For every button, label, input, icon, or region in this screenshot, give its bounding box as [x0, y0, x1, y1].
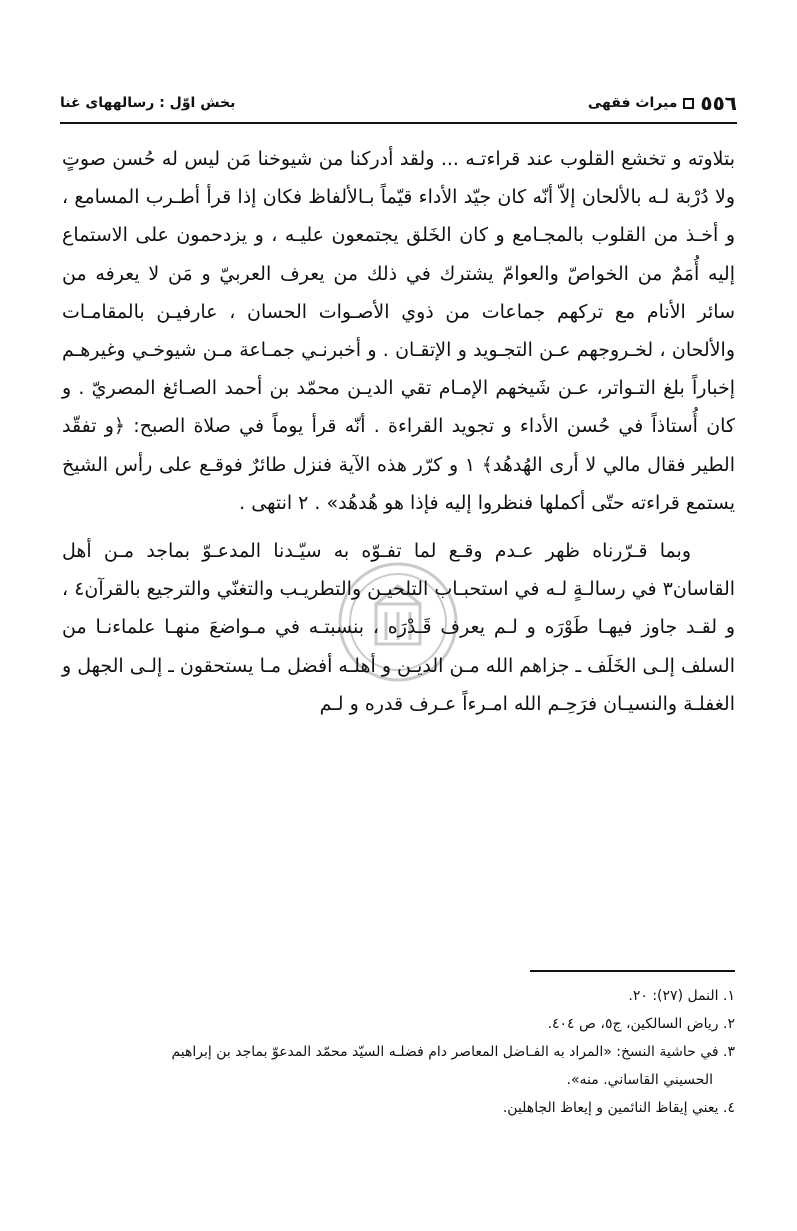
- footnote-2: ٢. رياض السالكين، ج٥، ص ٤٠٤.: [547, 1016, 735, 1032]
- running-header: [60, 88, 737, 118]
- header-rule: [60, 122, 737, 124]
- section-title: بخش اوّل : رسالههای غنا: [60, 95, 236, 111]
- footnote-rule: [530, 970, 735, 972]
- footnote-3-continuation: الحسيني القاساني. منه».: [566, 1072, 713, 1088]
- footnote-3: ٣. في حاشية النسخ: «المراد به الفـاضل المعاصر دام فضلـه السيّد محمّد المدعوّ بماجد بن إبراهيم الحسيني القاساني. منه».: [62, 1038, 735, 1094]
- body-text: [62, 140, 735, 723]
- square-ornament-icon: [683, 98, 694, 109]
- main-paragraph: وبما قـرّرناه ظهر عـدم وقـع لما تفـوّه به سيّـدنا المدعـوّ بماجد مـن أهل القاسان٣ في رسالـةٍ لـه في استحبـاب التلحيـن والتطريـب والتغنّي والترجيع بالقرآن٤ ، و لقـد جاوز فيهـا طَوْرَه و لـم يعرف قَـدْرَه ، بنسبتـه في مـواضعَ منهـا علماءنـا من السلف إلـى الخَلَف ـ جزاهم الله مـن الديـن و أهلـه أفضل مـا يستحقون ـ إلـى الجهل و الغفلـة والنسيـان فرَحِـم الله امـرءاً عـرف قدره و لـم: [62, 540, 736, 715]
- quoted-passage: بتلاوته و تخشع القلوب عند قراءتـه ... ولقد أدركنا من شيوخنا مَن ليس له حُسن صوتٍ ولا دُرْبة لـه بالألحان إلاّ أنّه كان جيّد الأداء قيّماً بـالألفاظ فكان إذا قرأ أطـرب المسامع ، و أخـذ من القلوب بالمجـامع و كان الخَلق يجتمعون عليـه ، و يزدحمون على الاستماع إليه أُمَمٌ من الخواصّ والعوامّ يشترك في ذلك من يعرف العربيّ و مَن لا يعرفه من سائر الأنام مع تركهم جماعات من ذوي الأصـوات الحسان ، عارفيـن بالمقامـات والألحان ، لخـروجهم عـن التجـويد و الإتقـان . و أخبرنـي جمـاعة مـن شيوخـي وغيرهـم إخباراً بلغ التـواتر، عـن شَيخهم الإمـام تقي الديـن محمّد بن أحمد الصـائغ المصريّ . و كان أُستاذاً في حُسن الأداء و تجويد القراءة . أنّه قرأ يوماً في صلاة الصبح: ﴿و تفقّد الطير فقال مالي لا أرى الهُدهُد﴾ ١ و كرّر هذه الآية فنزل طائرٌ فوقـع على رأس الشيخ يستمع قراءته حتّى أكملها فنظروا إليه فإذا هو هُدهُد» . ٢ انتهى .: [62, 148, 736, 514]
- footnote-1: ١. النمل (٢٧): ٢٠.: [628, 988, 735, 1004]
- footnote-4: ٤. يعني إيقاظ النائمين و إيعاظ الجاهلين.: [502, 1100, 735, 1116]
- footnotes: [62, 982, 735, 1122]
- header-right: [588, 91, 737, 115]
- book-title: میراث فقهی: [587, 95, 678, 111]
- page-number: ٥٥٦: [700, 91, 737, 115]
